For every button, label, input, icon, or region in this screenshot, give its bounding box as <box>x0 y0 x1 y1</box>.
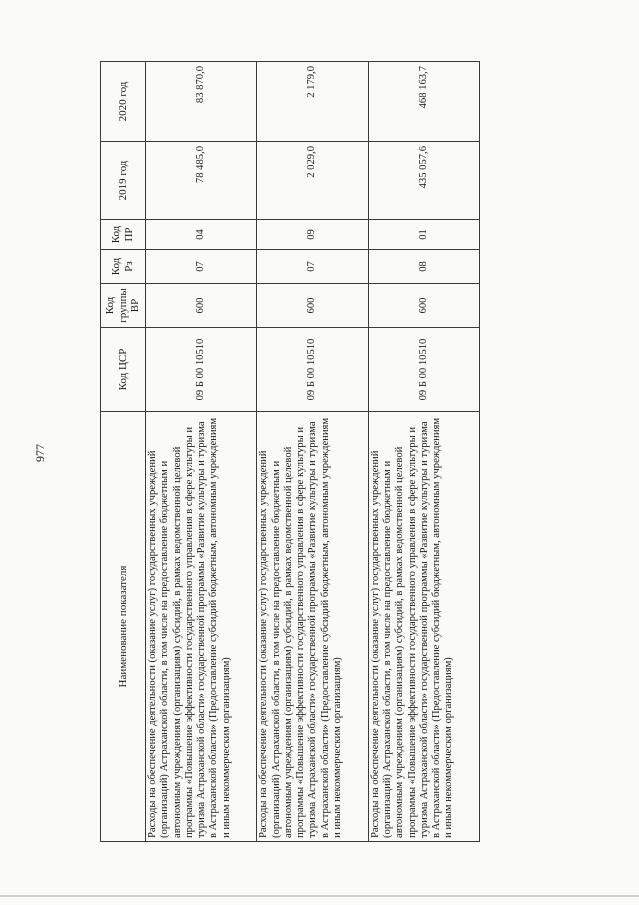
row-csr: 09 Б 00 10510 <box>146 328 257 412</box>
row-csr: 09 Б 00 10510 <box>368 328 479 412</box>
row-rz: 08 <box>368 250 479 284</box>
table-row <box>368 62 479 842</box>
rotated-table-area <box>100 62 480 842</box>
row-pr: 01 <box>368 220 479 250</box>
header-rz: Код Рз <box>101 250 146 284</box>
header-name: Наименование показателя <box>101 412 146 842</box>
row-2019: 435 057,6 <box>368 142 479 220</box>
row-group-vr: 600 <box>146 284 257 328</box>
row-name: Расходы на обеспечение деятельности (оказание услуг) государственных учреждений (организаций) Астраханской области, в том числе на предоставление бюджетным и автономным учреждениям (организациям) субсидий, в рамках ведомственной целевой программы «Повышение эффективности государственного управления в сфере культуры и туризма Астраханской области» государственной программы «Развитие культуры и туризма в Астраханской области» (Предоставление субсидий бюджетным, автономным учреждениям и иным некоммерческим организациям) <box>257 412 368 842</box>
header-2019: 2019 год <box>101 142 146 220</box>
row-2019: 78 485,0 <box>146 142 257 220</box>
row-group-vr: 600 <box>368 284 479 328</box>
scan-edge-line <box>0 895 639 897</box>
header-group-vr: Код группы ВР <box>101 284 146 328</box>
table-header-row <box>101 62 146 842</box>
row-pr: 04 <box>146 220 257 250</box>
page-number: 977 <box>33 444 47 462</box>
header-pr: Код ПР <box>101 220 146 250</box>
row-rz: 07 <box>146 250 257 284</box>
header-csr: Код ЦСР <box>101 328 146 412</box>
header-2020: 2020 год <box>101 62 146 142</box>
row-2020: 468 163,7 <box>368 62 479 142</box>
row-name: Расходы на обеспечение деятельности (оказание услуг) государственных учреждений (организаций) Астраханской области, в том числе на предоставление бюджетным и автономным учреждениям (организациям) субсидий, в рамках ведомственной целевой программы «Повышение эффективности государственного управления в сфере культуры и туризма Астраханской области» государственной программы «Развитие культуры и туризма в Астраханской области» (Предоставление субсидий бюджетным, автономным учреждениям и иным некоммерческим организациям) <box>368 412 479 842</box>
budget-table <box>100 61 480 842</box>
row-2019: 2 029,0 <box>257 142 368 220</box>
table-row <box>146 62 257 842</box>
row-group-vr: 600 <box>257 284 368 328</box>
row-csr: 09 Б 00 10510 <box>257 328 368 412</box>
row-pr: 09 <box>257 220 368 250</box>
table-wrapper <box>100 62 480 842</box>
table-row <box>257 62 368 842</box>
row-name: Расходы на обеспечение деятельности (оказание услуг) государственных учреждений (организаций) Астраханской области, в том числе на предоставление бюджетным и автономным учреждениям (организациям) субсидий, в рамках ведомственной целевой программы «Повышение эффективности государственного управления в сфере культуры и туризма Астраханской области» государственной программы «Развитие культуры и туризма в Астраханской области» (Предоставление субсидий бюджетным, автономным учреждениям и иным некоммерческим организациям) <box>146 412 257 842</box>
row-2020: 83 870,0 <box>146 62 257 142</box>
row-rz: 07 <box>257 250 368 284</box>
row-2020: 2 179,0 <box>257 62 368 142</box>
